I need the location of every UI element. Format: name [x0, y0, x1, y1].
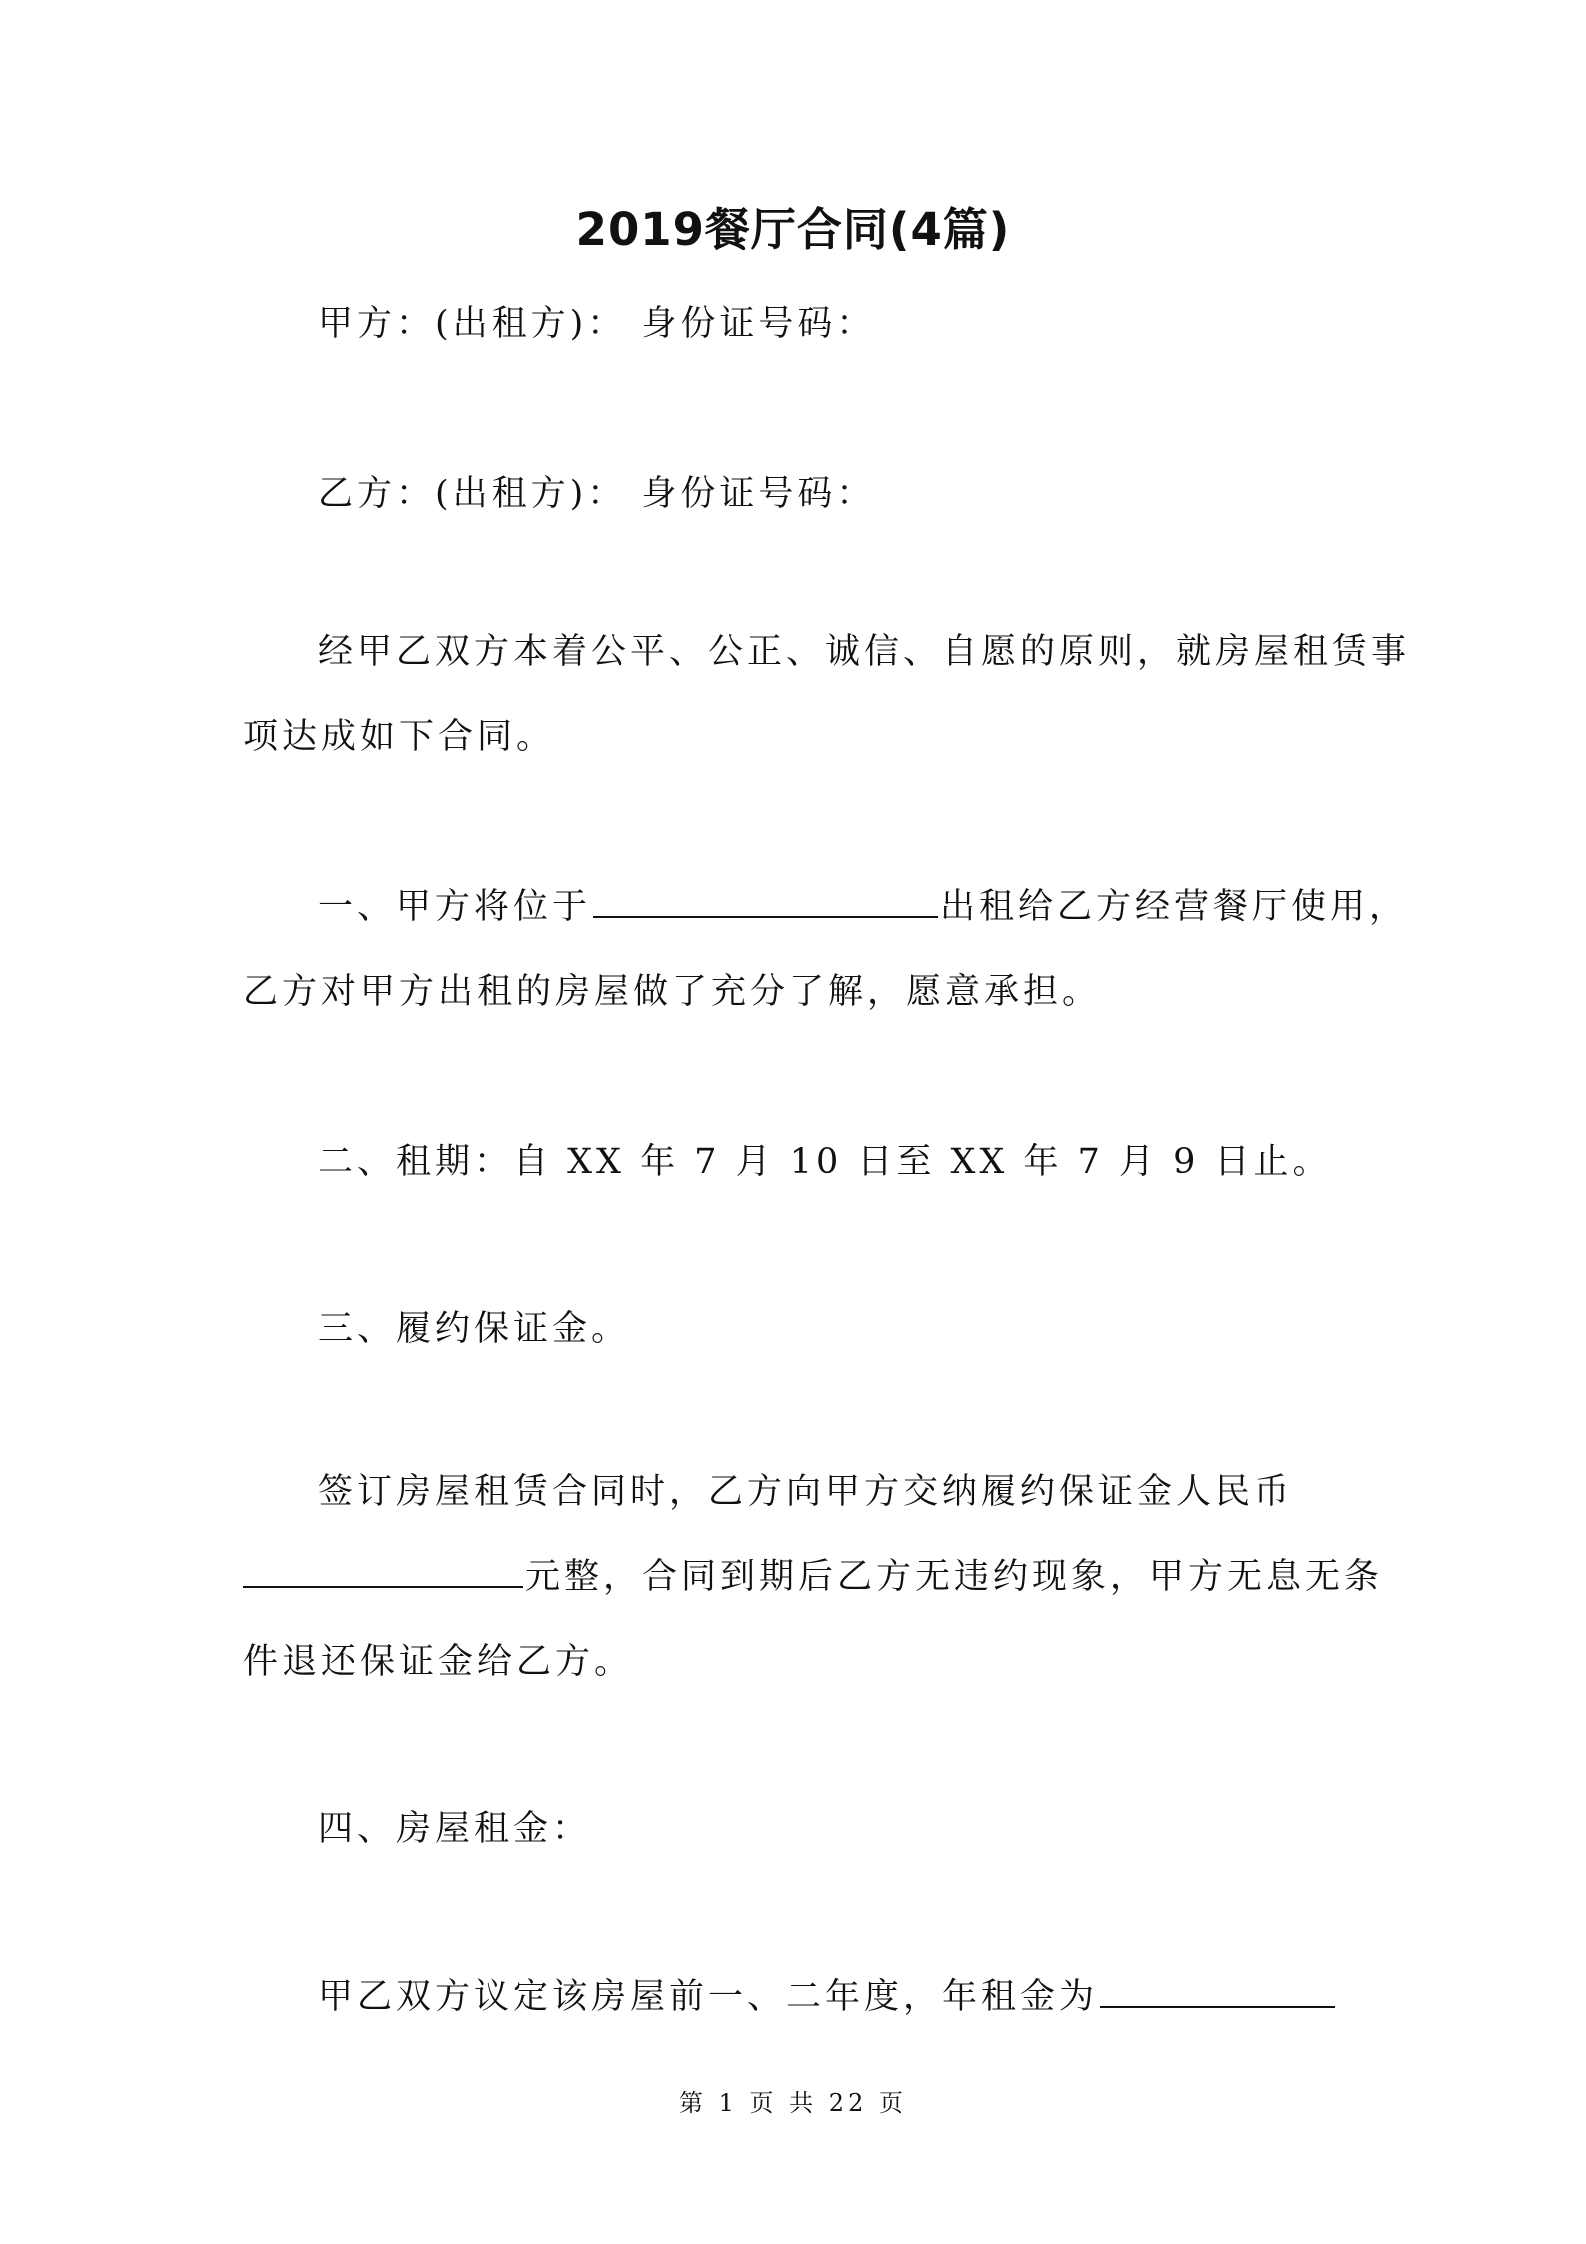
party-b-line: 乙方：(出租方)： 身份证号码：: [318, 474, 876, 514]
party-a-line: 甲方：(出租方)： 身份证号码：: [318, 304, 876, 344]
location-blank: [593, 886, 938, 918]
deposit-line-2: 元整，合同到期后乙方无违约现象，甲方无息无条: [243, 1535, 1353, 1620]
deposit-line-3: 件退还保证金给乙方。: [243, 1642, 634, 1682]
rent-line-1: 甲乙双方议定该房屋前一、二年度，年租金为: [243, 1955, 1353, 2040]
clause-2-paragraph: 二、租期：自 XX 年 7 月 10 日至 XX 年 7 月 9 日止。: [318, 1142, 1332, 1182]
clause-1-line-1: 一、甲方将位于 出租给乙方经营餐厅使用，: [318, 887, 1409, 927]
rent-paragraph: [243, 1955, 1353, 2040]
intro-line-1: 经甲乙双方本着公平、公正、诚信、自愿的原则，就房屋租赁事: [318, 632, 1411, 672]
intro-paragraph: [243, 610, 1411, 780]
page-footer: 第 1 页 共 22 页: [679, 2089, 907, 2117]
deposit-paragraph: [243, 1450, 1384, 1705]
deposit-amount-blank: [243, 1556, 523, 1588]
clause-1-paragraph: [243, 865, 1409, 1035]
document-title: 2019餐厅合同(4篇): [575, 203, 1011, 256]
clause-4-heading: 四、房屋租金：: [318, 1809, 592, 1849]
clause-1-line-2: 乙方对甲方出租的房屋做了充分了解，愿意承担。: [243, 972, 1102, 1012]
rent-amount-blank: [1100, 1976, 1335, 2008]
deposit-line-1: 签订房屋租赁合同时，乙方向甲方交纳履约保证金人民币: [318, 1472, 1294, 1512]
intro-line-2: 项达成如下合同。: [243, 717, 556, 757]
clause-3-heading: 三、履约保证金。: [318, 1309, 631, 1349]
